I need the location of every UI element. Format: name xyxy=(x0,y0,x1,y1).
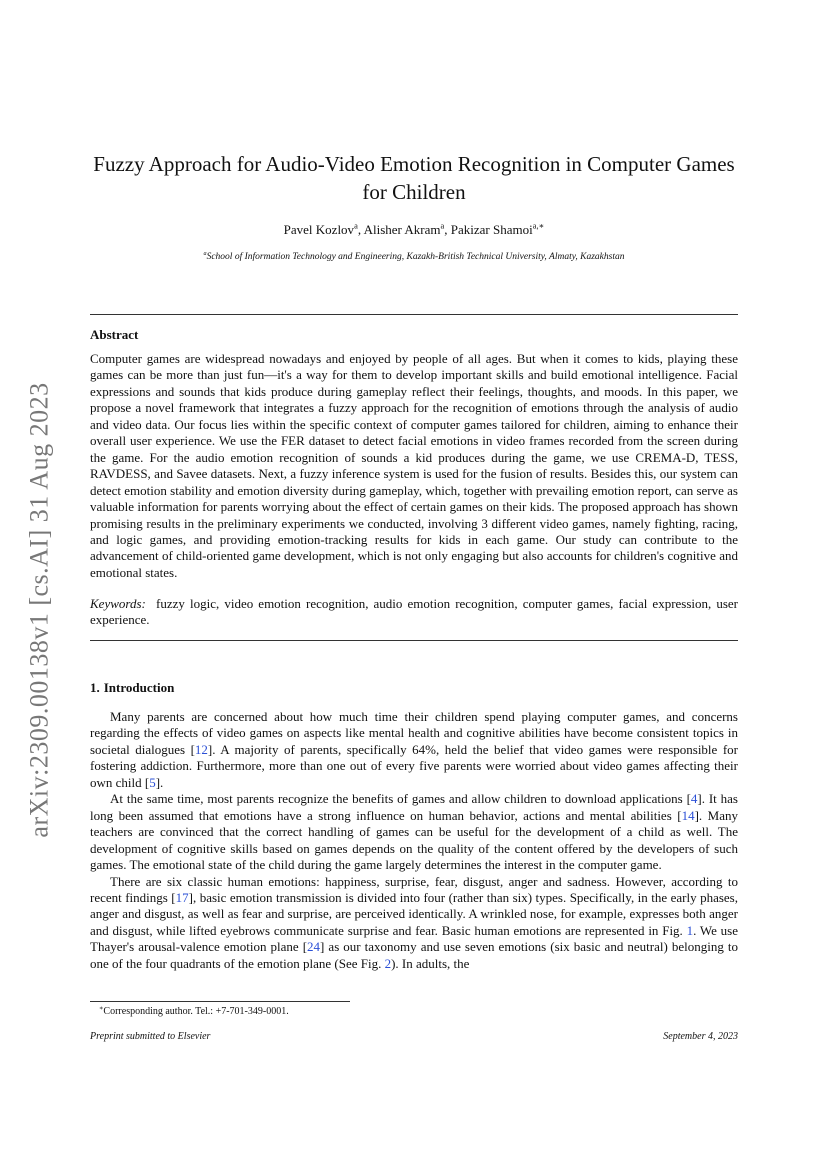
author-mark: a,∗ xyxy=(532,220,545,231)
arxiv-identifier-text: arXiv:2309.00138v1 [cs.AI] 31 Aug 2023 xyxy=(25,382,54,838)
paragraph-text: ]. It has long been assumed that emotions have a strong influence on human behavior, actions and mental abilities [ xyxy=(90,791,738,823)
citation-link[interactable]: 14 xyxy=(681,807,695,823)
footnote-text: Corresponding author. Tel.: +7-701-349-0001. xyxy=(103,1006,289,1017)
abstract-text: Computer games are widespread nowadays and enjoyed by people of all ages. But when it comes to kids, playing these games can be more than just fun—it's a way for them to develop important skills and build emotional intelligence. Facial expressions and sounds that kids produce during gameplay reflect their feelings, thoughts, and moods. In this paper, we propose a novel framework that integrates a fuzzy approach for the recognition of emotions through the analysis of audio and video data. Our focus lies within the specific context of computer games tailored for children, aiming to enhance their overall user experience. We use the FER dataset to detect facial emotions in video frames recorded from the screen during the game. For the audio emotion recognition of sounds a kid produces during the game, we use CREMA-D, TESS, RAVDESS, and Savee datasets. Next, a fuzzy inference system is used for the fusion of results. Besides this, our system can detect emotion stability and emotion diversity during gameplay, which, together with prevailing emotion report, can serve as valuable information for parents worrying about the effect of certain games on their kids. The proposed approach has shown promising results in the preliminary experiments we conducted, involving 3 different video games, namely fighting, racing, and logic games, and providing emotion-tracking results for kids in each game. Our study can contribute to the advancement of child-oriented game development, which is not only engaging but also accounts for children's cognitive and emotional states. xyxy=(90,351,738,580)
author-name: Pavel Kozlov xyxy=(283,222,355,237)
paragraph-text: ). In adults, the xyxy=(391,955,470,971)
paragraph-text: . We use Thayer's arousal-valence emotion plane [ xyxy=(90,922,738,955)
citation-link[interactable]: 5 xyxy=(149,774,156,790)
citation-link[interactable]: 4 xyxy=(690,791,698,807)
introduction-paragraph xyxy=(90,709,738,791)
abstract-top-rule xyxy=(90,314,738,315)
paragraph-text: There are six classic human emotions: happiness, surprise, fear, disgust, anger and sadness. However, according to recent findings [ xyxy=(90,873,738,905)
keywords-text: fuzzy logic, video emotion recognition, audio emotion recognition, computer games, facial expression, user experience. xyxy=(90,596,739,628)
paragraph-text: Many parents are concerned about how much time their children spend playing computer games, and concerns regarding the effects of video games on aspects like mental health and cognitive abilities have become consistent topics in societal dialogues [ xyxy=(90,709,738,757)
keywords-label: Keywords: xyxy=(90,596,146,611)
introduction-paragraph xyxy=(90,874,738,973)
paragraph-text: ]. Many teachers are convinced that the correct handling of games can be useful for the development of a child as well. The development of cognitive skills based on games depends on the quality of the content offered by the developers of such games. The emotional state of the child during the game largely determines the interest in the computer game. xyxy=(90,807,738,873)
arxiv-identifier xyxy=(20,365,60,855)
affiliation xyxy=(90,250,738,264)
affiliation-text: School of Information Technology and Engineering, Kazakh-British Technical University, Almaty, Kazakhstan xyxy=(206,252,625,262)
author-list: Pavel Kozlov$^a$, Alisher Akram$^a$, Pakizar Shamoi$^{a,∗}$ xyxy=(283,220,545,237)
author-mark: a xyxy=(440,220,445,231)
section-number: 1. xyxy=(90,680,100,695)
section-title: Introduction xyxy=(103,680,175,695)
citation-link[interactable]: 2 xyxy=(384,955,392,971)
affiliation-mark: a xyxy=(203,250,207,257)
author-name: Alisher Akram xyxy=(363,222,441,237)
section-heading xyxy=(90,680,174,696)
footnote: ∗Corresponding author. Tel.: +7-701-349-0001. xyxy=(99,1004,289,1017)
author-name: Pakizar Shamoi xyxy=(450,222,533,237)
citation-link[interactable]: 17 xyxy=(175,889,189,905)
footnote-rule xyxy=(90,1001,350,1002)
abstract-heading: Abstract xyxy=(90,327,139,342)
paragraph-text: ]. xyxy=(155,774,164,790)
author-mark: a xyxy=(354,220,358,231)
introduction-body xyxy=(90,709,738,972)
introduction-paragraph xyxy=(90,791,738,873)
paragraph-text: ], basic emotion transmission is divided into four (rather than six) types. Specifically, in the early phases, anger and disgust, as well as fear and surprise, are perceived identically. A wrinkled nose, for example, expresses both anger and disgust, while lifted eyebrows communicate surprise and fear. Basic human emotions are represented in Fig. xyxy=(90,889,738,938)
keywords xyxy=(90,596,738,629)
citation-link[interactable]: 12 xyxy=(194,741,208,757)
paper-title: Fuzzy Approach for Audio-Video Emotion Recognition in Computer Games for Children xyxy=(93,152,735,204)
abstract-bottom-rule xyxy=(90,640,738,641)
paragraph-text: ] as our taxonomy and use seven emotions (six basic and neutral) belonging to one of the four quadrants of the emotion plane (See Fig. xyxy=(90,939,738,971)
paragraph-text: At the same time, most parents recognize the benefits of games and allow children to download applications [ xyxy=(110,791,691,807)
footer-date: September 4, 2023 xyxy=(663,1031,738,1042)
citation-link[interactable]: 24 xyxy=(307,939,321,955)
footer-journal-note: Preprint submitted to Elsevier xyxy=(90,1031,211,1042)
paragraph-text: ]. A majority of parents, specifically 64%, held the belief that video games were responsible for fostering addiction. Furthermore, more than one out of every five parents were worried about video games affecting their own child [ xyxy=(90,741,738,790)
citation-link[interactable]: 1 xyxy=(686,922,694,938)
